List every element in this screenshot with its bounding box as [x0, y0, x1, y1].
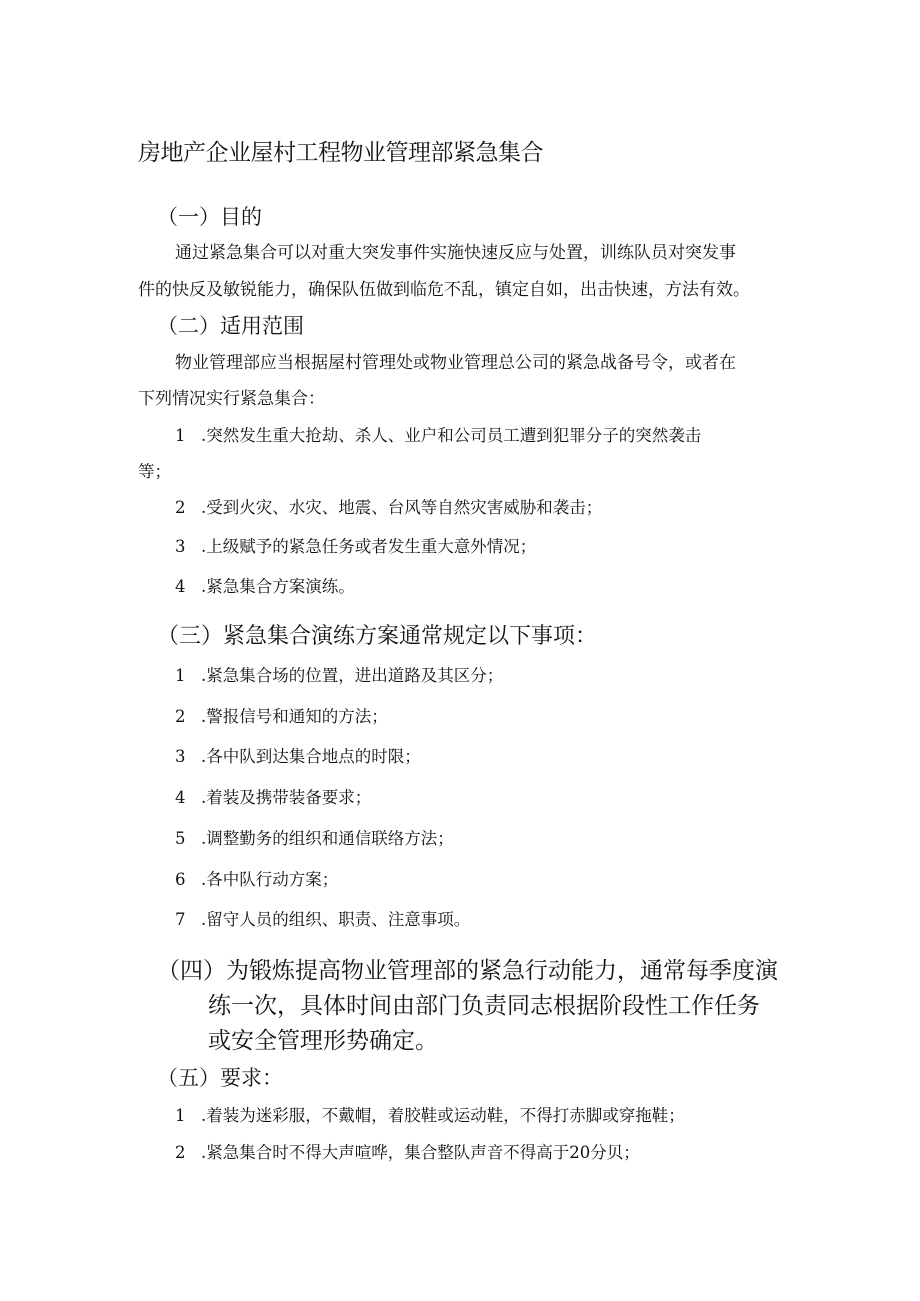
list-item [175, 1108, 685, 1125]
section2-para-line2: 下列情况实行紧急集合： [138, 389, 325, 409]
list-item-text: .紧急集合时不得大声喧哗，集合整队声音不得高于20分贝； [201, 1143, 640, 1162]
list-item-text: .突然发生重大抢劫、杀人、业户和公司员工遭到犯罪分子的突然袭击 [201, 426, 702, 445]
list-item-text: .调整勤务的组织和通信联络方法； [201, 829, 454, 848]
list-item [175, 668, 503, 685]
list-item-text: .上级赋予的紧急任务或者发生重大意外情况； [201, 537, 537, 556]
list-item [175, 790, 371, 807]
section1-heading: （一）目的 [157, 205, 262, 229]
section4-line3: 或安全管理形势确定。 [208, 1028, 438, 1054]
list-item-number: 1 [175, 1106, 186, 1125]
list-item-text: .着装及携带装备要求； [201, 788, 372, 807]
document-title: 房地产企业屋村工程物业管理部紧急集合 [138, 140, 543, 166]
section1-para-line2: 件的快反及敏锐能力，确保队伍做到临危不乱，镇定自如，出击快速，方法有效。 [138, 280, 750, 300]
list-item [175, 831, 454, 848]
list-item [175, 709, 388, 726]
list-item-number: 6 [175, 870, 186, 889]
list-item-number: 3 [175, 747, 186, 766]
list-item-number: 1 [175, 666, 186, 685]
list-item [175, 428, 701, 445]
list-item-number: 5 [175, 829, 186, 848]
list-item [175, 500, 602, 517]
section3-heading: （三）紧急集合演练方案通常规定以下事项： [157, 624, 598, 649]
list-item [175, 579, 355, 596]
list-item [175, 539, 536, 556]
list-item [175, 872, 338, 889]
section5-heading: （五）要求： [157, 1066, 283, 1090]
section2-para-line1: 物业管理部应当根据屋村管理处或物业管理总公司的紧急战备号令，或者在 [175, 353, 736, 373]
list-item-text: .受到火灾、水灾、地震、台风等自然灾害威胁和袭击； [201, 498, 603, 517]
list-item-text: .警报信号和通知的方法； [201, 707, 388, 726]
list-item-number: 4 [175, 788, 186, 807]
list-item-number: 1 [175, 426, 186, 445]
list-item-text: .各中队行动方案； [201, 870, 339, 889]
list-item-number: 4 [175, 577, 186, 596]
list-item-number: 7 [175, 910, 186, 929]
section4-line2: 练一次，具体时间由部门负责同志根据阶段性工作任务 [208, 993, 760, 1019]
list-item-text: .紧急集合方案演练。 [201, 577, 355, 596]
list-item-text: .紧急集合场的位置，进出道路及其区分； [201, 666, 504, 685]
list-item [175, 1145, 640, 1162]
list-item-number: 2 [175, 498, 186, 517]
list-item-continuation: 等； [138, 462, 171, 481]
section1-para-line1: 通过紧急集合可以对重大突发事件实施快速反应与处置，训练队员对突发事 [175, 243, 736, 263]
section2-heading: （二）适用范围 [157, 314, 304, 338]
list-item [175, 749, 421, 766]
list-item-text: .着装为迷彩服，不戴帽，着胶鞋或运动鞋，不得打赤脚或穿拖鞋； [201, 1106, 685, 1125]
list-item-text: .留守人员的组织、职责、注意事项。 [201, 910, 471, 929]
section4-line1: （四）为锻炼提高物业管理部的紧急行动能力，通常每季度演 [157, 958, 778, 984]
list-item-number: 3 [175, 537, 186, 556]
list-item-number: 2 [175, 1143, 186, 1162]
list-item-number: 2 [175, 707, 186, 726]
list-item-text: .各中队到达集合地点的时限； [201, 747, 421, 766]
list-item [175, 912, 470, 929]
